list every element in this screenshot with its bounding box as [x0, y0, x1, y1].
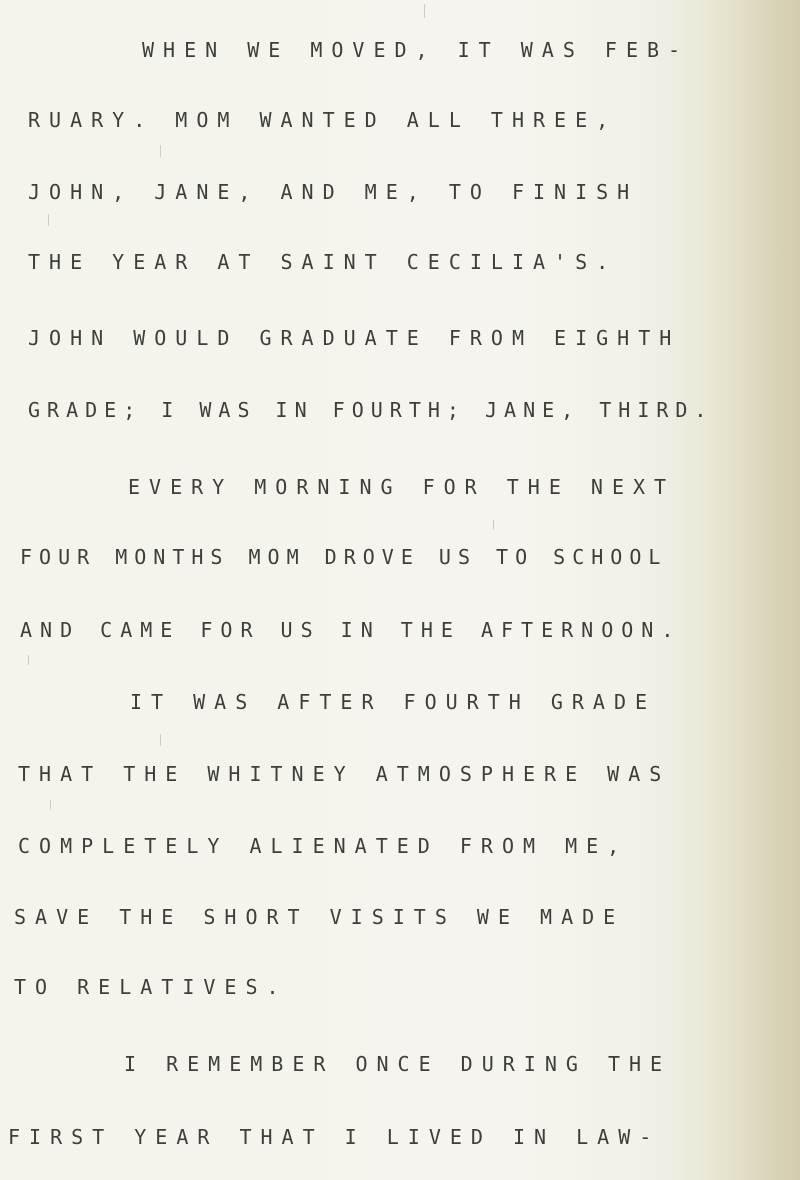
text-line-2: RUARY. MOM WANTED ALL THREE, [28, 108, 618, 132]
text-line-8: FOUR MONTHS MOM DROVE US TO SCHOOL [20, 545, 668, 569]
text-line-3: JOHN, JANE, AND ME, TO FINISH [28, 180, 639, 204]
paper-speck [48, 214, 49, 226]
paper-speck [160, 734, 161, 746]
text-line-16: FIRST YEAR THAT I LIVED IN LAW- [8, 1125, 661, 1149]
text-line-10: IT WAS AFTER FOURTH GRADE [130, 690, 657, 714]
text-line-14: TO RELATIVES. [14, 975, 288, 999]
text-line-4: THE YEAR AT SAINT CECILIA'S. [28, 250, 618, 274]
paper-speck [28, 655, 29, 665]
text-line-5: JOHN WOULD GRADUATE FROM EIGHTH [28, 326, 681, 350]
text-line-11: THAT THE WHITNEY ATMOSPHERE WAS [18, 762, 671, 786]
paper-speck [50, 800, 51, 810]
text-line-7: EVERY MORNING FOR THE NEXT [128, 475, 676, 499]
paper-speck [424, 4, 425, 18]
paper-speck [160, 145, 161, 157]
paper-speck [493, 520, 494, 530]
text-line-15: I REMEMBER ONCE DURING THE [124, 1052, 672, 1076]
text-line-13: SAVE THE SHORT VISITS WE MADE [14, 905, 625, 929]
text-line-9: AND CAME FOR US IN THE AFTERNOON. [20, 618, 682, 642]
text-line-1: WHEN WE MOVED, IT WAS FEB- [142, 38, 690, 62]
text-line-6: GRADE; I WAS IN FOURTH; JANE, THIRD. [28, 398, 714, 422]
text-line-12: COMPLETELY ALIENATED FROM ME, [18, 834, 629, 858]
